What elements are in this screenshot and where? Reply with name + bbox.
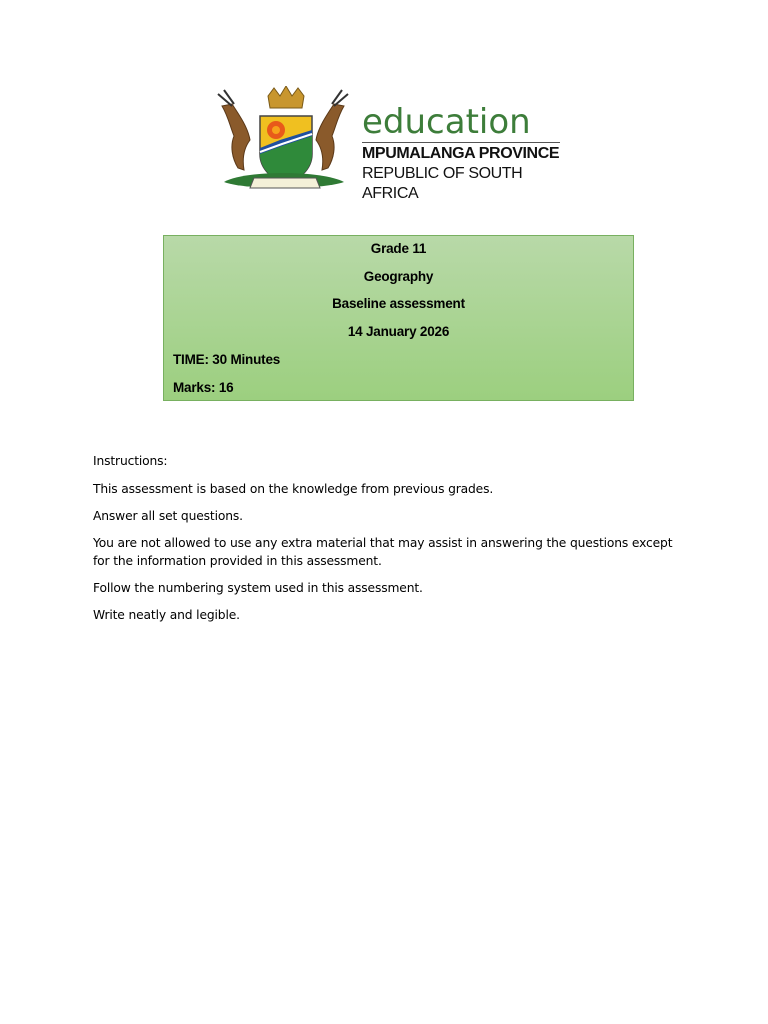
assessment-label: Baseline assessment bbox=[332, 296, 465, 311]
republic-name: REPUBLIC OF SOUTH AFRICA bbox=[362, 165, 523, 202]
logo-divider bbox=[362, 142, 560, 143]
instruction-item: Answer all set questions. bbox=[93, 509, 243, 523]
province-name: MPUMALANGA PROVINCE bbox=[362, 145, 560, 162]
instruction-item: Write neatly and legible. bbox=[93, 608, 240, 622]
instruction-item: Follow the numbering system used in this assessment. bbox=[93, 581, 423, 595]
time-label: TIME: 30 Minutes bbox=[173, 352, 281, 367]
cover-info-box bbox=[163, 235, 634, 401]
header-logo bbox=[200, 82, 570, 202]
grade-label: Grade 11 bbox=[370, 241, 427, 256]
coat-of-arms-icon bbox=[204, 86, 362, 198]
date-label: 14 January 2026 bbox=[347, 324, 450, 339]
instruction-item: You are not allowed to use any extra material that may assist in answering the questions except for the information provided in this assessment. bbox=[93, 536, 673, 568]
marks-label: Marks: 16 bbox=[173, 380, 234, 395]
subject-label: Geography bbox=[363, 269, 434, 284]
logo-title: education bbox=[362, 102, 531, 142]
instruction-item: This assessment is based on the knowledge from previous grades. bbox=[93, 482, 494, 496]
instructions-heading: Instructions: bbox=[93, 454, 168, 468]
